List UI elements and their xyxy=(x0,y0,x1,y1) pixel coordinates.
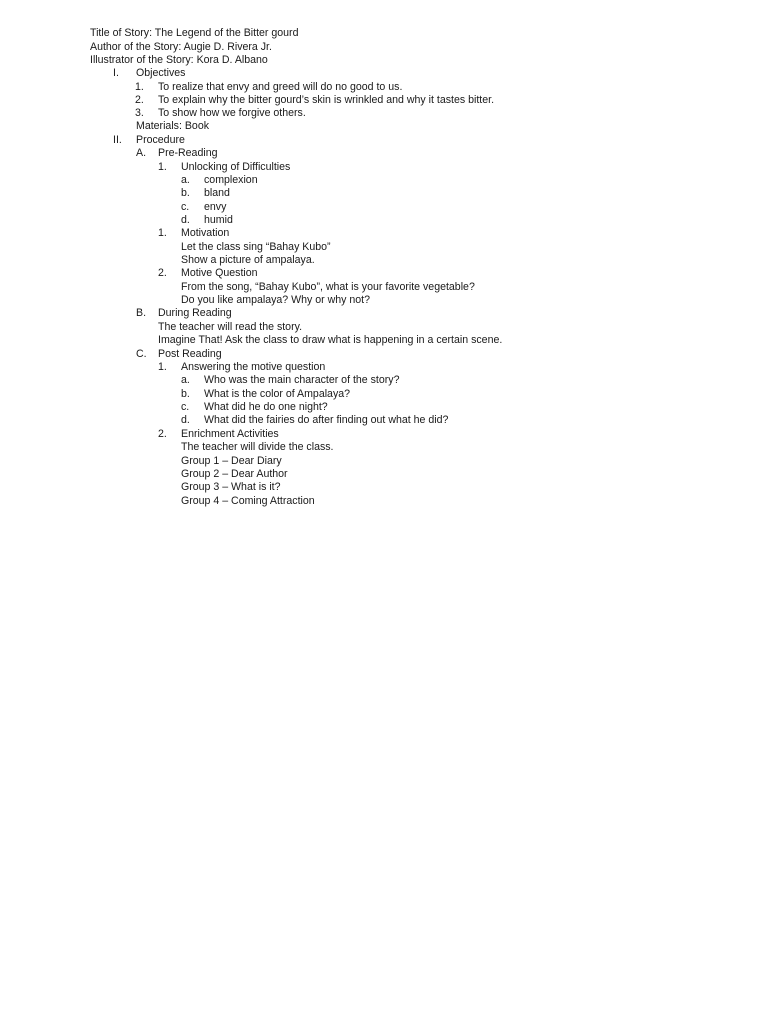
section-heading: Procedure xyxy=(136,134,185,146)
list-number: 1. xyxy=(158,227,167,239)
question-text: Who was the main character of the story? xyxy=(204,374,400,386)
objective-text: To explain why the bitter gourd’s skin is wrinkled and why it tastes bitter. xyxy=(158,94,495,106)
part-heading: Post Reading xyxy=(158,348,222,360)
body-text: The teacher will divide the class. xyxy=(181,441,334,453)
list-number: 2. xyxy=(158,428,167,440)
list-number: 1. xyxy=(158,161,167,173)
objective-text: To realize that envy and greed will do no good to us. xyxy=(158,81,403,93)
body-text: From the song, “Bahay Kubo”, what is your favorite vegetable? xyxy=(181,281,475,293)
materials-text: Materials: Book xyxy=(136,120,210,132)
letter-marker: d. xyxy=(181,414,190,426)
letter-marker: c. xyxy=(181,201,190,213)
story-title-text: Title of Story: The Legend of the Bitter gourd xyxy=(90,27,299,39)
letter-marker: a. xyxy=(181,174,190,186)
list-number: 1. xyxy=(158,361,167,373)
letter-marker: C. xyxy=(136,348,147,360)
objective-text: To show how we forgive others. xyxy=(158,107,306,119)
letter-marker: b. xyxy=(181,388,190,400)
part-heading: Pre-Reading xyxy=(158,147,218,159)
body-text: Let the class sing “Bahay Kubo” xyxy=(181,241,331,253)
question-text: What did the fairies do after finding out what he did? xyxy=(204,414,449,426)
list-number: 2. xyxy=(158,267,167,279)
subsection-heading: Enrichment Activities xyxy=(181,428,279,440)
subsection-heading: Motivation xyxy=(181,227,230,239)
story-illustrator-text: Illustrator of the Story: Kora D. Albano xyxy=(90,54,268,66)
letter-marker: c. xyxy=(181,401,190,413)
list-number: 3. xyxy=(135,107,144,119)
word-text: envy xyxy=(204,201,227,213)
body-text: The teacher will read the story. xyxy=(158,321,303,333)
word-text: bland xyxy=(204,187,230,199)
letter-marker: b. xyxy=(181,187,190,199)
group-text: Group 4 – Coming Attraction xyxy=(181,495,315,507)
subsection-heading: Answering the motive question xyxy=(181,361,326,373)
question-text: What did he do one night? xyxy=(204,401,328,413)
roman-numeral-marker: I. xyxy=(113,67,119,79)
body-text: Do you like ampalaya? Why or why not? xyxy=(181,294,371,306)
part-heading: During Reading xyxy=(158,307,232,319)
subsection-heading: Unlocking of Difficulties xyxy=(181,161,291,173)
question-text: What is the color of Ampalaya? xyxy=(204,388,351,400)
roman-numeral-marker: II. xyxy=(113,134,122,146)
letter-marker: d. xyxy=(181,214,190,226)
body-text: Imagine That! Ask the class to draw what is happening in a certain scene. xyxy=(158,334,503,346)
letter-marker: B. xyxy=(136,307,147,319)
letter-marker: A. xyxy=(136,147,147,159)
list-number: 1. xyxy=(135,81,144,93)
word-text: humid xyxy=(204,214,233,226)
group-text: Group 3 – What is it? xyxy=(181,481,281,493)
group-text: Group 2 – Dear Author xyxy=(181,468,288,480)
group-text: Group 1 – Dear Diary xyxy=(181,455,282,467)
subsection-heading: Motive Question xyxy=(181,267,258,279)
list-number: 2. xyxy=(135,94,144,106)
body-text: Show a picture of ampalaya. xyxy=(181,254,315,266)
word-text: complexion xyxy=(204,174,258,186)
story-author-text: Author of the Story: Augie D. Rivera Jr. xyxy=(90,41,272,53)
section-heading: Objectives xyxy=(136,67,186,79)
letter-marker: a. xyxy=(181,374,190,386)
